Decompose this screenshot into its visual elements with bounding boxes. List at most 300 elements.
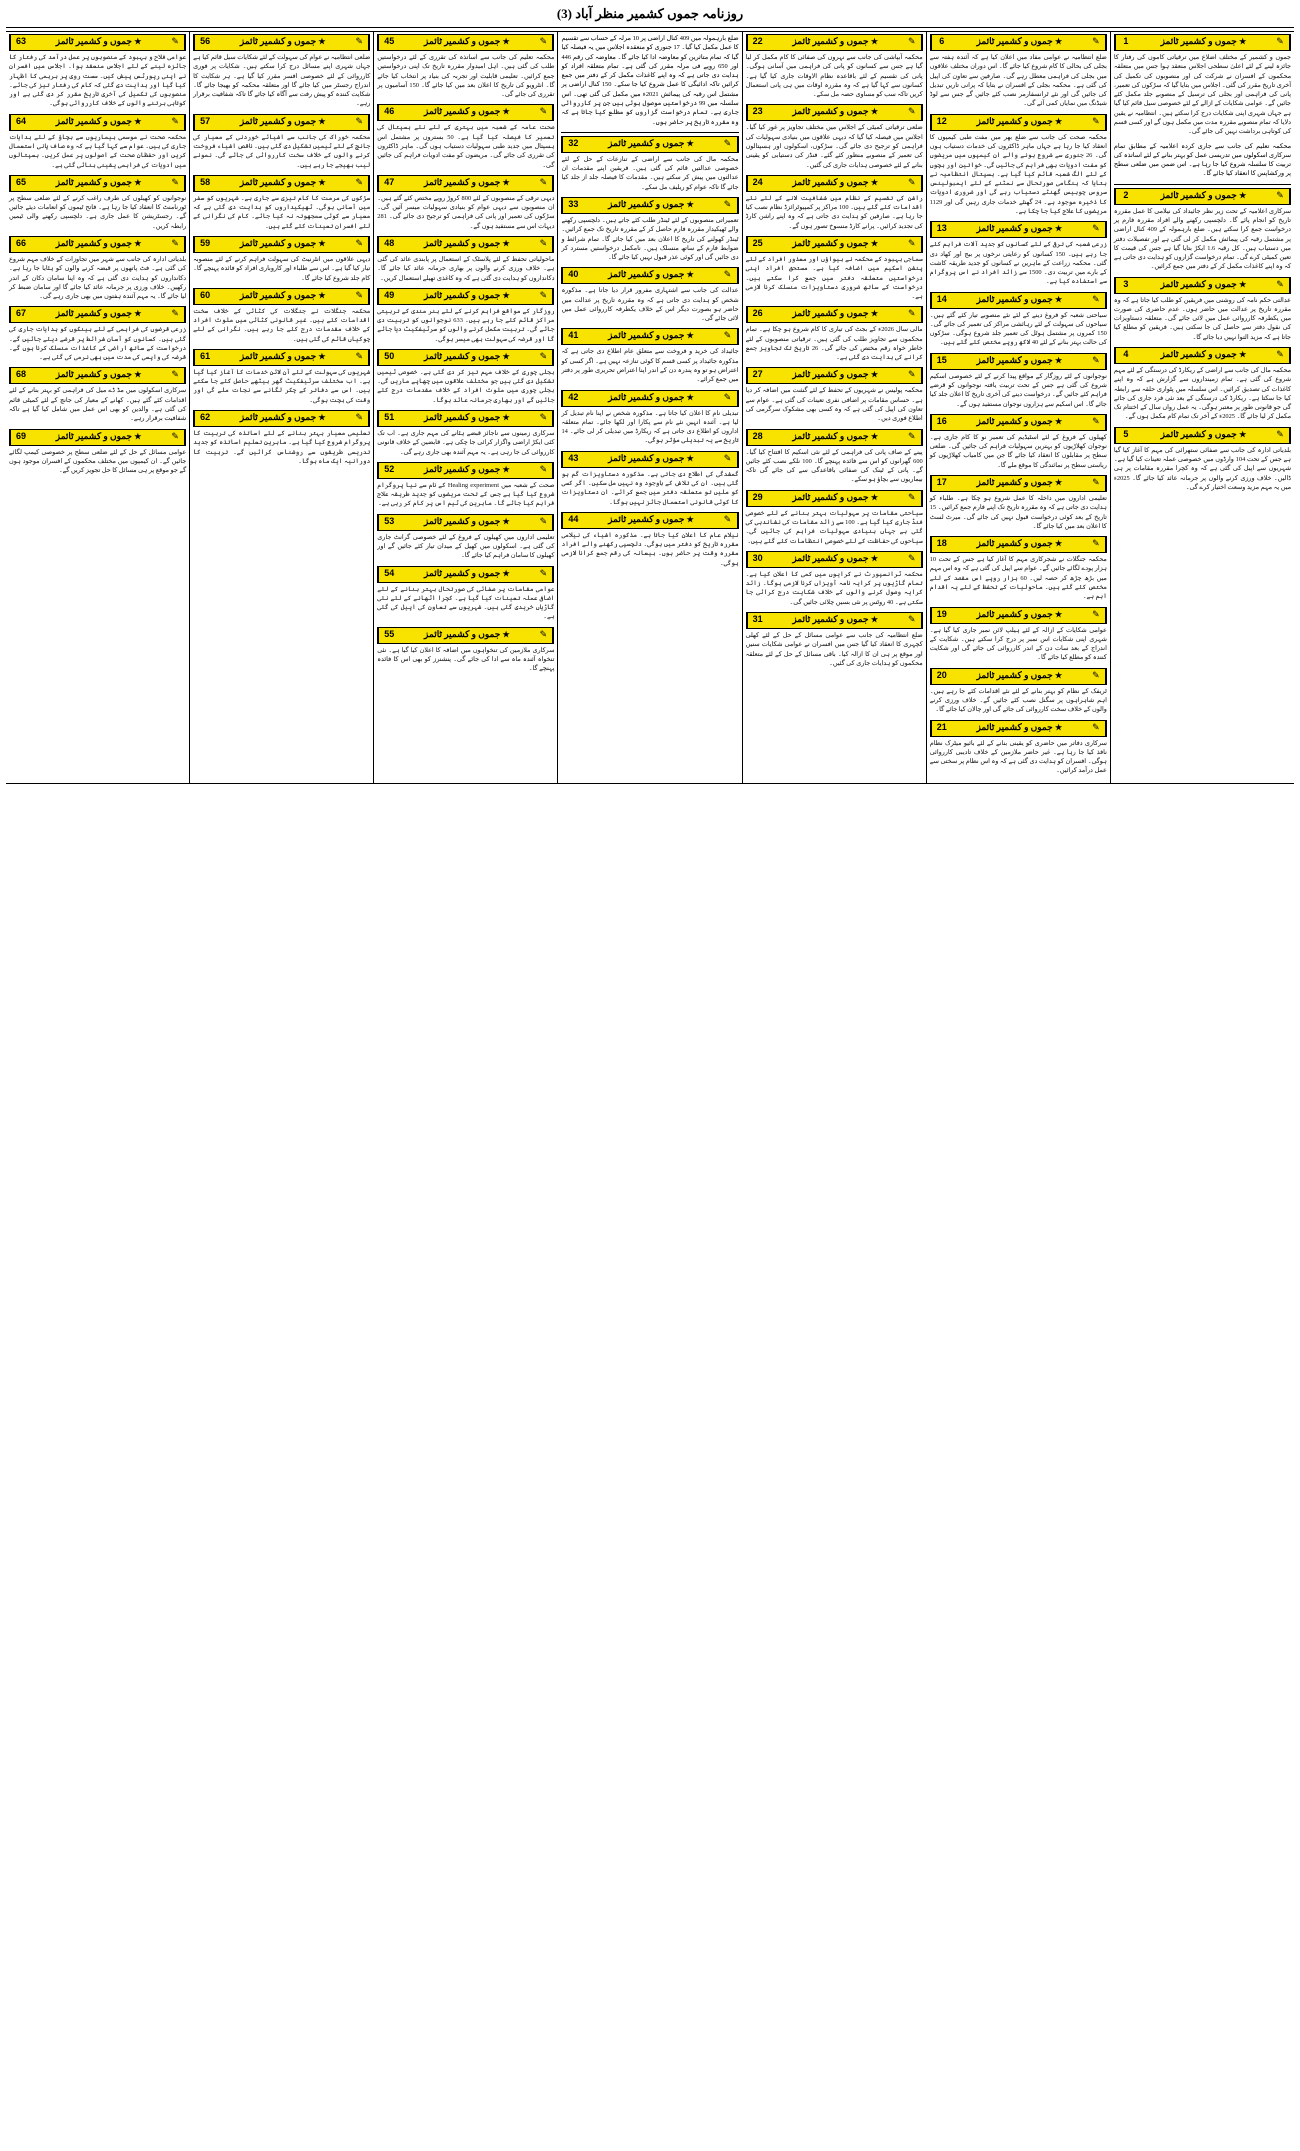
- ad-header[interactable]: [930, 34, 1107, 51]
- ad-number: 41: [562, 329, 583, 344]
- ad-header[interactable]: [377, 104, 554, 121]
- ad-body-text: جموں و کشمیر کے مختلف اضلاع میں ترقیاتی کاموں کی رفتار کا جائزہ لینے کے لئے اعلیٰ سطحی اجلاس منعقد ہوا جس میں متعلقہ محکموں کے افسران نے شرکت کی اور منصوبوں کی تکمیل کی آخری تاریخ مقرر کی گئی۔ اجلاس میں بتایا گیا کہ سڑکوں کی تعمیر، پانی کی فراہمی اور بجلی کی ترسیل کے منصوبے جلد مکمل کئے جائیں گے۔ عوامی شکایات کے ازالے کے لئے خصوصی سیل قائم کیا گیا ہے جہاں شہری اپنی شکایات درج کرا سکتے ہیں۔ انتظامیہ نے یقین دلایا کہ تمام منصوبے مقررہ مدت میں مکمل ہوں گے اور کسی قسم کی کوتاہی برداشت نہیں کی جائے گی۔: [1113, 54, 1291, 136]
- ad-number: 5: [1115, 428, 1136, 443]
- star-icon: ★: [502, 568, 510, 578]
- article-text: محکمہ تعلیم کی جانب سے جاری کردہ اعلامیہ کے مطابق تمام سرکاری اسکولوں میں تدریسی عمل کو بہتر بنانے کے لئے اساتذہ کی تربیت کا سلسلہ شروع کیا جا رہا ہے۔ اس ضمن میں ضلعی سطح پر ورکشاپس کا انعقاد کیا جائے گا۔: [1113, 142, 1291, 178]
- star-icon: ★: [1054, 355, 1063, 365]
- pen-icon: ✎: [719, 391, 738, 406]
- ad-header[interactable]: [193, 349, 370, 366]
- ad-body-text: محکمہ تعلیم کی جانب سے اساتذہ کی تقرری کے لئے درخواستیں طلب کی گئی ہیں۔ اہل امیدوار مقررہ تاریخ تک اپنی درخواستیں جمع کرائیں۔ تعلیمی قابلیت اور تجربہ کی بنیاد پر انتخاب کیا جائے گا۔ انٹرویو کی تاریخ کا اعلان بعد میں کیا جائے گا۔ 150 آسامیوں پر تقرری کی جائے گی۔: [377, 54, 555, 99]
- ad-header[interactable]: [930, 720, 1107, 737]
- ad-header[interactable]: [377, 627, 554, 644]
- ad-number: 69: [10, 430, 31, 445]
- ad-title: ★ جموں و کشمیر ٹائمز: [976, 415, 1063, 426]
- masthead: [6, 4, 1294, 25]
- star-icon: ★: [502, 177, 510, 187]
- ad-header[interactable]: [746, 490, 923, 507]
- ad-header[interactable]: [1114, 347, 1291, 364]
- star-icon: ★: [318, 238, 326, 248]
- ad-body-text: ضلعی انتظامیہ نے عوام کی سہولت کے لئے شکایات سیل قائم کیا ہے جہاں شہری اپنے مسائل درج کرا سکتے ہیں۔ شکایات پر فوری کارروائی کے لئے خصوصی افسر مقرر کیا گیا ہے۔ ہر شکایت کا اندراج رجسٹر میں کیا جائے گا اور متعلقہ محکمہ کو بھیجا جائے گا۔ شکایت کنندہ کو پیش رفت سے آگاہ کیا جائے گا تاکہ شفافیت برقرار رہے۔: [193, 54, 371, 108]
- star-icon: ★: [134, 370, 142, 380]
- ad-title: ★ جموں و کشمیر ٹائمز: [792, 552, 878, 563]
- star-icon: ★: [318, 177, 326, 187]
- ad-title: ★ جموں و کشمیر ٹائمز: [608, 198, 694, 209]
- ad-title: ★ جموں و کشمیر ٹائمز: [608, 391, 694, 402]
- classified-ad: [930, 536, 1107, 601]
- ad-header[interactable]: [193, 236, 370, 253]
- ad-number: 26: [747, 307, 768, 322]
- star-icon: ★: [870, 238, 878, 248]
- ad-header[interactable]: [746, 367, 923, 384]
- ad-body-text: صحت کے شعبہ میں Healing experiment کے نام سے نیا پروگرام شروع کیا گیا ہے جس کے تحت مریضوں کو جدید طریقہ علاج فراہم کیا جائے گا۔ ماہرین کی ٹیم اس پر کام کر رہی ہے۔: [377, 481, 555, 508]
- ad-header[interactable]: [930, 475, 1107, 492]
- ad-header[interactable]: [746, 306, 923, 323]
- ad-header[interactable]: [377, 236, 554, 253]
- ad-header[interactable]: [746, 612, 923, 629]
- classified-ad: [930, 607, 1107, 663]
- pen-icon: ✎: [903, 368, 922, 383]
- star-icon: ★: [502, 290, 510, 300]
- ad-body-text: جائیداد کی خرید و فروخت سے متعلق عام اطلاع دی جاتی ہے کہ مذکورہ جائیداد پر کسی قسم کا کوئی تنازعہ نہیں ہے۔ اگر کسی کو اعتراض ہو تو وہ پندرہ دن کے اندر اپنا اعتراض تحریری طور پر دفتر میں جمع کرائے۔: [561, 348, 739, 384]
- ad-number: 12: [931, 115, 952, 130]
- ad-header[interactable]: [377, 566, 554, 583]
- col-6: [189, 32, 373, 783]
- ad-body-text: سرکاری دفاتر میں حاضری کو یقینی بنانے کے لئے بائیو میٹرک نظام نافذ کیا جا رہا ہے۔ غیر حاضر ملازمین کے خلاف تادیبی کارروائی ہوگی۔ افسران کو ہدایت دی گئی ہے کہ وہ اس نظام پر سختی سے عمل درآمد کرائیں۔: [929, 739, 1107, 775]
- pen-icon: ✎: [534, 463, 553, 478]
- classified-ad: [377, 349, 554, 405]
- ad-title: ★ جموں و کشمیر ٹائمز: [239, 115, 326, 126]
- pen-icon: ✎: [903, 237, 922, 252]
- classified-ad: [377, 288, 554, 344]
- ad-body-text: سڑکوں کی مرمت کا کام تیزی سے جاری ہے۔ شہریوں کو سفر میں آسانی ہوگی۔ ٹھیکیداروں کو ہدایت دی گئی ہے کہ معیار سے کوئی سمجھوتہ نہ کیا جائے۔ کام کی نگرانی کے لئے افسران تعینات کئے گئے ہیں۔: [193, 194, 371, 230]
- ad-title: ★ جموں و کشمیر ٹائمز: [608, 452, 694, 463]
- ad-header[interactable]: [930, 292, 1107, 309]
- ad-title: ★ جموں و کشمیر ٹائمز: [424, 515, 510, 526]
- ad-number: 65: [10, 176, 31, 191]
- classified-ad: [9, 306, 186, 362]
- ad-header[interactable]: [930, 221, 1107, 238]
- ad-header[interactable]: [193, 175, 370, 192]
- ad-header[interactable]: [377, 34, 554, 51]
- classified-ad: [746, 34, 923, 99]
- star-icon: ★: [318, 37, 326, 46]
- ad-body-text: نوجوانوں کے لئے روزگار کے مواقع پیدا کرنے کے لئے خصوصی اسکیم شروع کی گئی ہے جس کے تحت تربیت یافتہ نوجوانوں کو قرضے فراہم کئے جائیں گے۔ درخواست دینے کی آخری تاریخ کا اعلان جلد کیا جائے گا۔ اس اسکیم سے ہزاروں نوجوان مستفید ہوں گے۔: [929, 372, 1107, 408]
- pen-icon: ✎: [903, 176, 922, 191]
- star-icon: ★: [134, 309, 142, 319]
- ad-header[interactable]: [561, 267, 738, 284]
- ad-number: 64: [10, 115, 31, 130]
- col-3: [742, 32, 926, 783]
- classified-ad: [561, 328, 738, 384]
- classified-ad: [377, 34, 554, 99]
- classified-ad: [930, 720, 1107, 776]
- ad-number: 23: [747, 105, 768, 120]
- ad-title: ★ جموں و کشمیر ٹائمز: [55, 176, 142, 187]
- ad-number: 22: [747, 35, 768, 50]
- ad-body-text: محکمہ مال کی جانب سے اراضی کے ریکارڈ کی درستگی کے لئے مہم شروع کی گئی ہے۔ تمام زمینداروں سے گزارش ہے کہ وہ اپنے کاغذات کی تصدیق کرائیں۔ اس سلسلہ میں پٹواری حلقہ سے رابطہ کیا جا سکتا ہے۔ ریکارڈ کی درستگی کے بعد نئی فرد جاری کی جائے گی جو قانونی طور پر معتبر ہوگی۔ یہ عمل رواں سال کے اختتام تک مکمل کر لیا جائے گا۔ 2025ء کے آخر تک تمام کام مکمل ہوں گے۔: [1113, 367, 1291, 421]
- ad-title: ★ جموں و کشمیر ٹائمز: [608, 269, 694, 280]
- ad-header[interactable]: [193, 114, 370, 131]
- pen-icon: ✎: [903, 105, 922, 120]
- ad-number: 45: [378, 35, 399, 50]
- ad-title: ★ جموں و کشمیر ٹائمز: [55, 308, 142, 319]
- divider: [1114, 184, 1291, 185]
- classified-ad: [746, 104, 923, 169]
- ad-number: 59: [194, 237, 215, 252]
- ad-title: ★ جموں و کشمیر ٹائمز: [792, 176, 878, 187]
- classified-ad: [930, 353, 1107, 409]
- ad-title: ★ جموں و کشمیر ٹائمز: [608, 330, 694, 341]
- masthead-title: روزنامہ جموں کشمیر منظر آباد (3): [556, 6, 744, 21]
- classified-ad: [746, 612, 923, 668]
- ad-header[interactable]: [9, 236, 186, 253]
- classified-ad: [193, 236, 370, 283]
- ad-header[interactable]: [561, 451, 738, 468]
- ad-title: ★ جموں و کشمیر ٹائمز: [424, 463, 510, 474]
- star-icon: ★: [318, 290, 326, 300]
- ad-header[interactable]: [377, 175, 554, 192]
- ad-header[interactable]: [930, 353, 1107, 370]
- ad-number: 63: [10, 35, 31, 50]
- ad-body-text: محکمہ آبپاشی کی جانب سے نہروں کی صفائی کا کام مکمل کر لیا گیا ہے جس سے کسانوں کو پانی کی فراہمی میں آسانی ہوگی۔ پانی کی تقسیم کے لئے باقاعدہ نظام الاوقات جاری کیا گیا ہے۔ کسانوں سے کہا گیا ہے کہ وہ مقررہ اوقات میں ہی پانی استعمال کریں تاکہ سب کو مساوی حصہ مل سکے۔: [745, 54, 923, 99]
- pen-icon: ✎: [350, 35, 369, 50]
- ad-number: 14: [931, 293, 952, 308]
- star-icon: ★: [1239, 279, 1247, 289]
- star-icon: ★: [502, 37, 510, 46]
- pen-icon: ✎: [903, 552, 922, 567]
- ad-header[interactable]: [9, 429, 186, 446]
- pen-icon: ✎: [166, 368, 185, 383]
- ad-header[interactable]: [9, 114, 186, 131]
- star-icon: ★: [502, 238, 510, 248]
- ad-header[interactable]: [377, 349, 554, 366]
- classified-ad: [1114, 277, 1291, 342]
- classified-ad: [930, 668, 1107, 715]
- star-icon: ★: [1239, 429, 1247, 439]
- star-icon: ★: [686, 453, 694, 463]
- star-icon: ★: [686, 199, 694, 209]
- ad-header[interactable]: [9, 34, 186, 51]
- star-icon: ★: [686, 270, 694, 280]
- ad-header[interactable]: [377, 514, 554, 531]
- ad-body-text: صحت عامہ کے شعبہ میں بہتری کے لئے نئے ہسپتال کی تعمیر کا فیصلہ کیا گیا ہے۔ 50 بستروں پر مشتمل اس ہسپتال میں جدید طبی سہولیات دستیاب ہوں گی۔ ماہر ڈاکٹروں کی تقرری کی جائے گی۔ مریضوں کو مفت ادویات فراہم کی جائیں گی۔: [377, 124, 555, 169]
- pen-icon: ✎: [719, 329, 738, 344]
- classified-ad: [930, 114, 1107, 217]
- ad-title: ★ جموں و کشمیر ٹائمز: [792, 369, 878, 380]
- ad-header[interactable]: [561, 512, 738, 529]
- ad-body-text: سرکاری زمینوں سے ناجائز قبضے ہٹانے کی مہم جاری ہے۔ اب تک کئی ایکڑ اراضی واگزار کرائی جا چکی ہے۔ قابضین کے خلاف قانونی کارروائی کی جا رہی ہے۔ یہ مہم آئندہ بھی جاری رہے گی۔: [377, 430, 555, 456]
- classified-ad: [1114, 34, 1291, 137]
- star-icon: ★: [686, 331, 694, 341]
- pen-icon: ✎: [1087, 222, 1106, 237]
- ad-number: 24: [747, 176, 768, 191]
- star-icon: ★: [1054, 116, 1063, 126]
- ad-body-text: محکمہ ٹرانسپورٹ نے کرایوں میں کمی کا اعلان کیا ہے۔ تمام گاڑیوں پر کرایہ نامہ آویزاں کرنا لازمی ہوگا۔ زائد کرایہ وصول کرنے والوں کے خلاف شکایت درج کرائی جا سکتی ہے۔ 40 روٹس پر نئی بسیں چلائی جائیں گی۔: [745, 570, 923, 606]
- ad-title: ★ جموں و کشمیر ٹائمز: [55, 369, 142, 380]
- ad-body-text: ضلع انتظامیہ نے عوامی مفاد میں اعلان کیا ہے کہ آئندہ ہفتہ سے بجلی کی بحالی کا کام شروع کیا جائے گا۔ اس دوران مختلف علاقوں میں بجلی کی فراہمی معطل رہے گی۔ صارفین سے تعاون کی اپیل کی گئی ہے۔ محکمہ بجلی کے افسران نے بتایا کہ پرانی تاریں تبدیل کی جائیں گی اور نئے ٹرانسفارمر نصب کئے جائیں گے جس سے لوڈ شیڈنگ میں نمایاں کمی آئے گی۔: [929, 54, 1107, 108]
- star-icon: ★: [318, 413, 326, 423]
- ad-header[interactable]: [377, 410, 554, 427]
- ad-header[interactable]: [746, 236, 923, 253]
- pen-icon: ✎: [1087, 415, 1106, 430]
- ad-body-text: عدالتی حکم نامہ کی روشنی میں فریقین کو طلب کیا جاتا ہے کہ وہ مقررہ تاریخ پر عدالت میں حاضر ہوں۔ عدم حاضری کی صورت میں یکطرفہ کارروائی عمل میں لائی جائے گی۔ متعلقہ دستاویزات کی نقول دفتر سے حاصل کی جا سکتی ہیں۔ فریقین کو مطلع کیا جاتا ہے کہ مزید التوا نہیں دیا جائے گا۔: [1113, 296, 1291, 341]
- ad-number: 15: [931, 354, 952, 369]
- ad-title: ★ جموں و کشمیر ٹائمز: [976, 538, 1063, 549]
- ad-number: 62: [194, 411, 215, 426]
- pen-icon: ✎: [903, 613, 922, 628]
- ad-number: 13: [931, 222, 952, 237]
- classified-ad: [930, 475, 1107, 531]
- ad-header[interactable]: [930, 114, 1107, 131]
- classified-ad: [377, 514, 554, 561]
- classified-ad: [9, 236, 186, 301]
- star-icon: ★: [502, 107, 510, 117]
- classified-ad: [1114, 427, 1291, 492]
- pen-icon: ✎: [1087, 537, 1106, 552]
- classified-ad: [377, 462, 554, 509]
- ad-header[interactable]: [193, 410, 370, 427]
- ad-body-text: راشن کی تقسیم کے نظام میں شفافیت لانے کے لئے نئے اقدامات کئے گئے ہیں۔ 100 مراکز پر کمپیوٹرائزڈ نظام نصب کیا جا رہا ہے۔ صارفین کو ہدایت دی جاتی ہے کہ وہ اپنے راشن کارڈ کی تجدید کرائیں۔ پرانے کارڈ منسوخ تصور ہوں گے۔: [745, 194, 923, 230]
- ad-body-text: محکمہ پولیس نے شہریوں کے تحفظ کے لئے گشت میں اضافہ کر دیا ہے۔ حساس مقامات پر اضافی نفری تعینات کی گئی ہے۔ عوام سے تعاون کی اپیل کی گئی ہے کہ وہ کسی بھی مشکوک سرگرمی کی اطلاع فوری دیں۔: [745, 387, 923, 423]
- classified-ad: [193, 114, 370, 170]
- ad-header[interactable]: [746, 34, 923, 51]
- ad-body-text: دیہی علاقوں میں انٹرنیٹ کی سہولت فراہم کرنے کے لئے منصوبہ تیار کیا گیا ہے۔ اس سے طلباء اور کاروباری افراد کو فائدہ پہنچے گا۔ کام جلد شروع کیا جائے گا۔: [193, 255, 371, 282]
- ad-header[interactable]: [561, 390, 738, 407]
- ad-title: ★ جموں و کشمیر ٹائمز: [792, 106, 878, 117]
- pen-icon: ✎: [903, 430, 922, 445]
- ad-title: ★ جموں و کشمیر ٹائمز: [1160, 36, 1247, 46]
- ad-body-text: دیہی ترقی کے منصوبوں کے لئے 800 کروڑ روپے مختص کئے گئے ہیں۔ ان منصوبوں سے دیہی عوام کو بنیادی سہولیات میسر آئیں گی۔ سڑکوں کی تعمیر اور پانی کی فراہمی کو ترجیح دی جائے گی۔ 281 دیہات اس سے مستفید ہوں گے۔: [377, 194, 555, 230]
- ad-title: ★ جموں و کشمیر ٹائمز: [976, 354, 1063, 365]
- pen-icon: ✎: [1271, 35, 1290, 50]
- ad-header[interactable]: [561, 136, 738, 153]
- ad-title: ★ جموں و کشمیر ٹائمز: [424, 36, 510, 46]
- ad-header[interactable]: [746, 551, 923, 568]
- ad-number: 31: [747, 613, 768, 628]
- pen-icon: ✎: [1087, 35, 1106, 50]
- ad-title: ★ جموں و کشمیر ٹائمز: [424, 289, 510, 300]
- star-icon: ★: [502, 351, 510, 361]
- ad-title: ★ جموں و کشمیر ٹائمز: [424, 412, 510, 423]
- ad-title: ★ جموں و کشمیر ٹائمز: [55, 36, 142, 46]
- ad-title: ★ جموں و کشمیر ٹائمز: [792, 491, 878, 502]
- ad-body-text: نوجوانوں کو کھیلوں کی طرف راغب کرنے کے لئے ضلعی سطح پر ٹورنامنٹ کا انعقاد کیا جا رہا ہے۔ فاتح ٹیموں کو انعامات دیئے جائیں گے۔ رجسٹریشن کا عمل جاری ہے۔ دلچسپی رکھنے والی ٹیمیں رابطہ کریں۔: [9, 194, 187, 230]
- ad-number: 4: [1115, 348, 1136, 363]
- ad-header[interactable]: [1114, 277, 1291, 294]
- ad-body-text: تعلیمی اداروں میں کھیلوں کے فروغ کے لئے خصوصی گرانٹ جاری کی گئی ہے۔ اسکولوں میں کھیل کے میدان تیار کئے جائیں گے اور کھیلوں کا سامان فراہم کیا جائے گا۔: [377, 533, 555, 560]
- ad-body-text: کھیلوں کے فروغ کے لئے اسٹیڈیم کی تعمیر نو کا کام جاری ہے۔ نوجوان کھلاڑیوں کو بہترین سہولیات فراہم کی جائیں گی۔ ضلعی سطح پر مقابلوں کا انعقاد کیا جائے گا جن میں کامیاب کھلاڑیوں کو ریاستی سطح پر نمائندگی کا موقع ملے گا۔: [929, 433, 1107, 469]
- pen-icon: ✎: [1087, 669, 1106, 684]
- classified-ad: [9, 175, 186, 231]
- ad-header[interactable]: [9, 306, 186, 323]
- pen-icon: ✎: [534, 515, 553, 530]
- pen-icon: ✎: [1087, 721, 1106, 736]
- pen-icon: ✎: [350, 411, 369, 426]
- classified-ad: [193, 410, 370, 466]
- ad-number: 56: [194, 35, 215, 50]
- ad-header[interactable]: [561, 328, 738, 345]
- ad-number: 40: [562, 268, 583, 283]
- classified-ad: [930, 221, 1107, 286]
- pen-icon: ✎: [534, 176, 553, 191]
- classified-ad: [746, 551, 923, 607]
- pen-icon: ✎: [534, 289, 553, 304]
- pen-icon: ✎: [719, 268, 738, 283]
- pen-icon: ✎: [1271, 428, 1290, 443]
- star-icon: ★: [686, 138, 694, 148]
- star-icon: ★: [502, 516, 510, 526]
- ad-body-text: عوامی مسائل کے حل کے لئے ضلعی سطح پر خصوصی کیمپ لگائے جائیں گے۔ ان کیمپوں میں مختلف محکموں کے افسران موجود ہوں گے جو موقع پر ہی مسائل کا حل تجویز کریں گے۔: [9, 448, 187, 475]
- ad-number: 21: [931, 721, 952, 736]
- pen-icon: ✎: [350, 115, 369, 130]
- star-icon: ★: [134, 238, 142, 248]
- ad-body-text: محکمہ جنگلات نے شجرکاری مہم کا آغاز کیا ہے جس کے تحت 10 ہزار پودے لگائے جائیں گے۔ عوام سے اپیل کی گئی ہے کہ وہ اس مہم میں بڑھ چڑھ کر حصہ لیں۔ 60 ہزار روپے اس مقصد کے لئے مختص کئے گئے ہیں۔ ماحولیات کے تحفظ کے لئے یہ اقدام اہم ہے۔: [929, 556, 1107, 601]
- pen-icon: ✎: [350, 289, 369, 304]
- ad-body-text: روزگار کے مواقع فراہم کرنے کے لئے ہنر مندی کے تربیتی مراکز قائم کئے جا رہے ہیں۔ 633 نوجوانوں کو تربیت دی جائے گی۔ تربیت مکمل کرنے والوں کو سرٹیفکیٹ دیا جائے گا اور قرضہ کی سہولت بھی میسر ہوگی۔: [377, 307, 555, 343]
- pen-icon: ✎: [1087, 115, 1106, 130]
- star-icon: ★: [870, 309, 878, 319]
- pen-icon: ✎: [166, 115, 185, 130]
- ad-number: 52: [378, 463, 399, 478]
- ad-number: 2: [1115, 189, 1136, 204]
- star-icon: ★: [870, 37, 878, 46]
- ad-title: ★ جموں و کشمیر ٹائمز: [424, 350, 510, 361]
- ad-title: ★ جموں و کشمیر ٹائمز: [424, 628, 510, 639]
- ad-body-text: بلدیاتی ادارہ کی جانب سے صفائی ستھرائی کی مہم کا آغاز کیا گیا ہے جس کے تحت 104 وارڈوں میں خصوصی عملہ تعینات کیا گیا ہے۔ شہریوں سے اپیل کی گئی ہے کہ وہ کچرا مقررہ مقامات پر ہی ڈالیں۔ خلاف ورزی کرنے والوں پر جرمانہ عائد کیا جائے گا۔ 2025ء میں یہ مہم مزید وسعت اختیار کرے گی۔: [1113, 446, 1291, 491]
- classified-ad: [193, 349, 370, 405]
- ad-number: 6: [931, 35, 952, 50]
- ad-title: ★ جموں و کشمیر ٹائمز: [1160, 189, 1247, 200]
- star-icon: ★: [502, 464, 510, 474]
- ad-body-text: زرعی شعبہ کی ترقی کے لئے کسانوں کو جدید آلات فراہم کئے جا رہے ہیں۔ 150 کسانوں کو رعایتی نرخوں پر بیج اور کھاد دی گئی۔ محکمہ زراعت کے ماہرین نے کسانوں کو جدید طریقہ کاشت کے بارے میں تربیت دی۔ 1500 سے زائد افراد نے اس پروگرام سے استفادہ کیا ہے۔: [929, 241, 1107, 286]
- classified-ad: [377, 104, 554, 169]
- ad-header[interactable]: [930, 536, 1107, 553]
- ad-header[interactable]: [561, 197, 738, 214]
- star-icon: ★: [870, 553, 878, 563]
- ad-header[interactable]: [9, 175, 186, 192]
- ad-title: ★ جموں و کشمیر ٹائمز: [239, 289, 326, 300]
- ad-number: 27: [747, 368, 768, 383]
- ad-title: ★ جموں و کشمیر ٹائمز: [608, 513, 694, 524]
- star-icon: ★: [1054, 722, 1063, 732]
- ad-title: ★ جموں و کشمیر ٹائمز: [976, 36, 1063, 46]
- classified-ad: [377, 627, 554, 674]
- ad-body-text: محکمہ جنگلات نے جنگلات کی کٹائی کے خلاف سخت اقدامات کئے ہیں۔ غیر قانونی کٹائی میں ملوث افراد کے خلاف مقدمات درج کئے جا رہے ہیں۔ نگرانی کے لئے چوکیاں قائم کی گئی ہیں۔: [193, 307, 371, 343]
- ad-header[interactable]: [9, 367, 186, 384]
- ad-body-text: ضلعی ترقیاتی کمیٹی کے اجلاس میں مختلف تجاویز پر غور کیا گیا۔ اجلاس میں فیصلہ کیا گیا کہ دیہی علاقوں میں بنیادی سہولیات کی فراہمی کو ترجیح دی جائے گی۔ سڑکوں، اسکولوں اور ہسپتالوں کی تعمیر کے منصوبے منظور کئے گئے۔ فنڈز کی دستیابی کو یقینی بنانے کے لئے خصوصی ہدایات جاری کی گئیں۔: [745, 124, 923, 169]
- classified-ad: [561, 390, 738, 446]
- ad-title: ★ جموں و کشمیر ٹائمز: [55, 115, 142, 126]
- ad-header[interactable]: [193, 34, 370, 51]
- classified-ad: [377, 566, 554, 622]
- pen-icon: ✎: [1271, 348, 1290, 363]
- pen-icon: ✎: [534, 628, 553, 643]
- ad-header[interactable]: [746, 104, 923, 121]
- ad-title: ★ جموں و کشمیر ٹائمز: [792, 613, 878, 624]
- star-icon: ★: [870, 107, 878, 117]
- star-icon: ★: [134, 431, 142, 441]
- ad-title: ★ جموں و کشمیر ٹائمز: [424, 237, 510, 248]
- ad-number: 60: [194, 289, 215, 304]
- ad-number: 29: [747, 491, 768, 506]
- ad-title: ★ جموں و کشمیر ٹائمز: [976, 223, 1063, 234]
- ad-number: 58: [194, 176, 215, 191]
- pen-icon: ✎: [719, 137, 738, 152]
- ad-number: 30: [747, 552, 768, 567]
- ad-header[interactable]: [746, 429, 923, 446]
- ad-body-text: سرکاری اسکولوں میں مڈ ڈے میل کی فراہمی کو بہتر بنانے کے لئے اقدامات کئے گئے ہیں۔ کھانے کے معیار کی جانچ کے لئے کمیٹی قائم کی گئی ہے۔ والدین کو بھی اس عمل میں شامل کیا گیا ہے تاکہ شفافیت برقرار رہے۔: [9, 387, 187, 423]
- ad-header[interactable]: [1114, 188, 1291, 205]
- star-icon: ★: [1054, 609, 1063, 619]
- ad-header[interactable]: [930, 668, 1107, 685]
- ad-number: 47: [378, 176, 399, 191]
- star-icon: ★: [1054, 37, 1063, 46]
- star-icon: ★: [134, 37, 142, 46]
- ad-body-text: پینے کے صاف پانی کی فراہمی کے لئے نئی اسکیم کا افتتاح کیا گیا۔ 600 گھرانوں کو اس سے فائدہ پہنچے گا۔ 100 نلکے نصب کئے جائیں گے۔ پانی کے ٹینک کی صفائی باقاعدگی سے کی جائے گی تاکہ بیماریوں سے بچاؤ ہو سکے۔: [745, 448, 923, 484]
- ad-title: ★ جموں و کشمیر ٹائمز: [239, 176, 326, 187]
- star-icon: ★: [318, 116, 326, 126]
- ad-body-text: زرعی قرضوں کی فراہمی کے لئے بینکوں کو ہدایات جاری کی گئی ہیں۔ کسانوں کو آسان شرائط پر قرضے دیئے جائیں گے۔ درخواست کے ساتھ اراضی کے کاغذات منسلک کرنا ہوں گے۔ قرضہ کی واپسی کی مدت میں بھی نرمی کی گئی ہے۔: [9, 326, 187, 362]
- classified-ad: [746, 236, 923, 301]
- pen-icon: ✎: [1087, 476, 1106, 491]
- classified-ad: [377, 175, 554, 231]
- ad-title: ★ جموں و کشمیر ٹائمز: [976, 293, 1063, 304]
- ad-title: ★ جموں و کشمیر ٹائمز: [239, 36, 326, 46]
- ad-header[interactable]: [1114, 427, 1291, 444]
- classified-ad: [746, 367, 923, 423]
- classified-ad: [9, 367, 186, 423]
- ad-header[interactable]: [193, 288, 370, 305]
- pen-icon: ✎: [534, 350, 553, 365]
- classified-ad: [9, 34, 186, 109]
- star-icon: ★: [870, 492, 878, 502]
- ad-body-text: سرکاری ملازمین کی تنخواہوں میں اضافہ کا اعلان کیا گیا ہے۔ نئی تنخواہ آئندہ ماہ سے ادا کی جائے گی۔ پنشنرز کو بھی اس کا فائدہ پہنچے گا۔: [377, 646, 555, 673]
- star-icon: ★: [1239, 190, 1247, 200]
- ad-title: ★ جموں و کشمیر ٹائمز: [608, 137, 694, 148]
- ad-header[interactable]: [930, 607, 1107, 624]
- ad-body-text: شہریوں کی سہولت کے لئے آن لائن خدمات کا آغاز کیا گیا ہے۔ اب مختلف سرٹیفکیٹ گھر بیٹھے حاصل کئے جا سکتے ہیں۔ اس سے دفاتر کے چکر لگانے سے نجات ملے گی اور وقت کی بچت ہوگی۔: [193, 368, 371, 404]
- ad-title: ★ جموں و کشمیر ٹائمز: [792, 430, 878, 441]
- ad-number: 49: [378, 289, 399, 304]
- ad-header[interactable]: [1114, 34, 1291, 51]
- columns-container: [6, 31, 1294, 784]
- ad-number: 3: [1115, 278, 1136, 293]
- classified-ad: [746, 490, 923, 546]
- classified-ad: [1114, 347, 1291, 422]
- ad-header[interactable]: [746, 175, 923, 192]
- pen-icon: ✎: [166, 176, 185, 191]
- pen-icon: ✎: [166, 35, 185, 50]
- ad-body-text: عوامی مقامات پر صفائی کی صورتحال بہتر بنانے کے لئے اضافی عملہ تعینات کیا گیا ہے۔ کچرا اٹھانے کے لئے نئی گاڑیاں خریدی گئی ہیں۔ شہریوں سے تعاون کی اپیل کی گئی ہے۔: [377, 585, 555, 621]
- star-icon: ★: [1054, 478, 1063, 487]
- ad-header[interactable]: [930, 414, 1107, 431]
- ad-header[interactable]: [377, 288, 554, 305]
- ad-body-text: محکمہ مال کی جانب سے اراضی کے تنازعات کے حل کے لئے خصوصی عدالتیں قائم کی گئی ہیں۔ فریقین اپنے مقدمات ان عدالتوں میں پیش کر سکتے ہیں۔ مقدمات کا فیصلہ جلد از جلد کیا جائے گا تاکہ عوام کو ریلیف مل سکے۔: [561, 155, 739, 191]
- star-icon: ★: [502, 629, 510, 639]
- ad-title: ★ جموں و کشمیر ٹائمز: [976, 477, 1063, 487]
- pen-icon: ✎: [1271, 189, 1290, 204]
- pen-icon: ✎: [534, 35, 553, 50]
- ad-number: 32: [562, 137, 583, 152]
- ad-title: ★ جموں و کشمیر ٹائمز: [239, 237, 326, 248]
- ad-title: ★ جموں و کشمیر ٹائمز: [55, 430, 142, 441]
- ad-number: 19: [931, 608, 952, 623]
- star-icon: ★: [870, 614, 878, 624]
- ad-body-text: تعلیمی اداروں میں داخلہ کا عمل شروع ہو چکا ہے۔ طلباء کو ہدایت دی جاتی ہے کہ وہ مقررہ تاریخ تک اپنے فارم جمع کرائیں۔ 15 تاریخ کے بعد کوئی درخواست قبول نہیں کی جائے گی۔ میرٹ لسٹ کا اعلان بعد میں کیا جائے گا۔: [929, 495, 1107, 530]
- ad-header[interactable]: [377, 462, 554, 479]
- ad-number: 20: [931, 669, 952, 684]
- ad-body-text: تبدیلی نام کا اعلان کیا جاتا ہے۔ مذکورہ شخص نے اپنا نام تبدیل کر لیا ہے۔ آئندہ انہیں نئے نام سے پکارا اور لکھا جائے۔ تمام متعلقہ اداروں کو اطلاع دی جاتی ہے کہ ریکارڈ میں تبدیلی کر لی جائے۔ 14 تاریخ سے یہ تبدیلی مؤثر ہوگی۔: [561, 409, 739, 445]
